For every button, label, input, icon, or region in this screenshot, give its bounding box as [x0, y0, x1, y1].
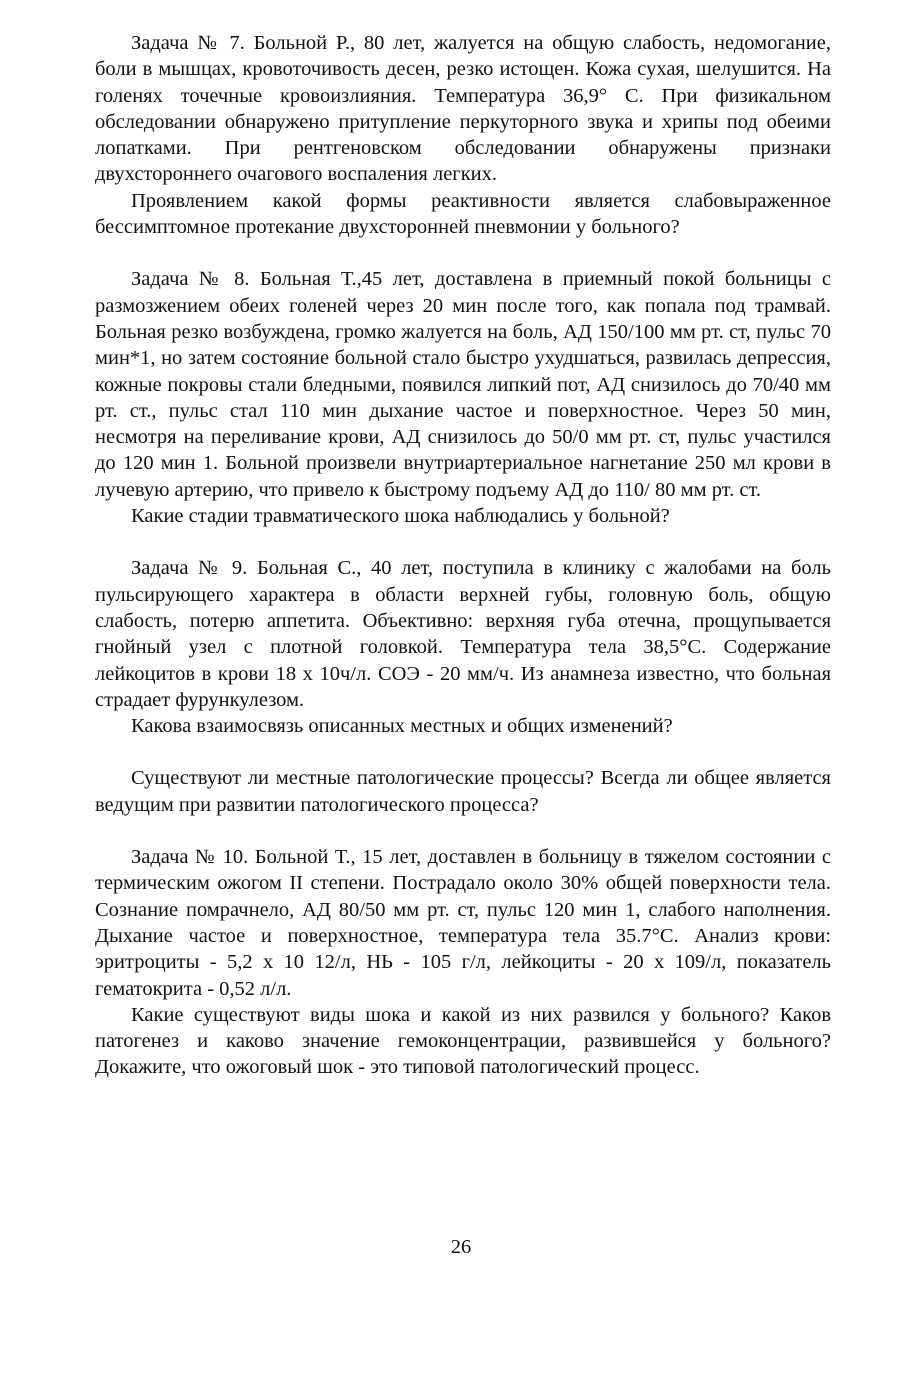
task-10-condition: Задача № 10. Больной Т., 15 лет, доставлен в больницу в тяжелом состоянии с термическим ожогом II степени. Пострадало около 30% общей поверхности тела. Сознание помрачнело, АД 80/50 мм рт. ст, пульс 120 мин 1, слабого наполнения. Дыхание частое и поверхностное, температура тела 35.7°С. Анализ крови: эритроциты - 5,2 х 10 12/л, НЬ - 105 г/л, лейкоциты - 20 х 109/л, показатель гематокрита - 0,52 л/л.	[95, 846, 831, 1000]
document-page	[95, 30, 831, 1081]
task-8-condition: Задача № 8. Больная Т.,45 лет, доставлена в приемный покой больницы с размозжением обеих голеней через 20 мин после того, как попала под трамвай. Больная резко возбуждена, громко жалуется на боль, АД 150/100 мм рт. ст, пульс 70 мин*1, но затем состояние больной стало быстро ухудшаться, развилась депрессия, кожные покровы стали бледными, появился липкий пот, АД снизилось до 70/40 мм рт. ст., пульс стал 110 мин дыхание частое и поверхностное. Через 50 мин, несмотря на переливание крови, АД снизилось до 50/0 мм рт. ст, пульс участился до 120 мин 1. Больной произвели внутриартериальное нагнетание 250 мл крови в лучевую артерию, что привело к быстрому подъему АД до 110/ 80 мм рт. ст.	[95, 268, 831, 501]
task-9-condition: Задача № 9. Больная С., 40 лет, поступила в клинику с жалобами на боль пульсирующего характера в области верхней губы, головную боль, общую слабость, потерю аппетита. Объективно: верхняя губа отечна, прощупывается гнойный узел с плотной головкой. Температура тела 38,5°С. Содержание лейкоцитов в крови 18 х 10ч/л. СОЭ - 20 мм/ч. Из анамнеза известно, что больная страдает фурункулезом.	[95, 557, 831, 711]
paragraph-gap	[95, 240, 831, 266]
paragraph-gap	[95, 739, 831, 765]
paragraph-gap	[95, 529, 831, 555]
page-number: 26	[450, 1236, 472, 1258]
task-9-extra-question: Существуют ли местные патологические процессы? Всегда ли общее является ведущим при развитии патологического процесса?	[95, 767, 831, 816]
task-8-question: Какие стадии травматического шока наблюдались у больной?	[131, 505, 670, 528]
paragraph-gap	[95, 818, 831, 844]
task-7-question: Проявлением какой формы реактивности является слабовыраженное бессимптомное протекание двухсторонней пневмонии у больного?	[95, 189, 831, 239]
task-10-question: Какие существуют виды шока и какой из них развился у больного? Каков патогенез и каково значение гемоконцентрации, развившейся у больного? Докажите, что ожоговый шок - это типовой патологический процесс.	[95, 1003, 831, 1079]
task-7-condition: Задача № 7. Больной Р., 80 лет, жалуется на общую слабость, недомогание, боли в мышцах, кровоточивость десен, резко истощен. Кожа сухая, шелушится. На голенях точечные кровоизлияния. Температура 36,9° С. При физикальном обследовании обнаружено притупление перкуторного звука и хрипы под обеими лопатками. При рентгеновском обследовании обнаружены признаки двухстороннего очагового воспаления легких.	[95, 32, 831, 186]
task-9-question: Какова взаимосвязь описанных местных и общих изменений?	[131, 715, 673, 738]
